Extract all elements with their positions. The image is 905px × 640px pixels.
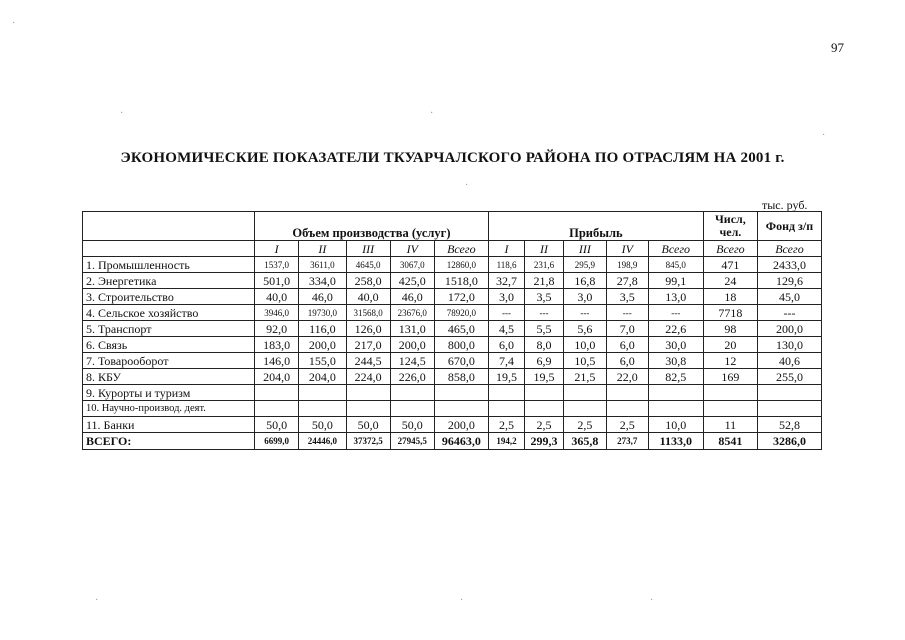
table-cell: [346, 385, 390, 401]
table-cell: 1537,0: [255, 257, 299, 273]
table-row: [83, 353, 822, 369]
table-cell: 3,5: [606, 289, 648, 305]
table-cell: 10,0: [648, 417, 703, 433]
table-row: [83, 417, 822, 433]
header-production: Объем производства (услуг): [255, 212, 489, 241]
table-cell: 12860,0: [434, 257, 488, 273]
table-cell: 11: [703, 417, 757, 433]
table-cell: 50,0: [390, 417, 434, 433]
scan-speck: ·: [822, 130, 826, 141]
scan-speck: ·: [120, 108, 124, 119]
header-profit-q3: III: [563, 241, 606, 257]
total-label: ВСЕГО:: [83, 433, 255, 450]
total-cell: 27945,5: [390, 433, 434, 450]
table-cell: 30,8: [648, 353, 703, 369]
table-cell: 3946,0: [255, 305, 299, 321]
header-row-groups: [83, 212, 822, 241]
table-row: [83, 321, 822, 337]
table-cell: ---: [606, 305, 648, 321]
table-cell: 31568,0: [346, 305, 390, 321]
table-cell: 21,5: [563, 369, 606, 385]
total-cell: 24446,0: [299, 433, 346, 450]
row-label: 9. Курорты и туризм: [83, 385, 255, 401]
table-cell: 23676,0: [390, 305, 434, 321]
table-cell: 32,7: [488, 273, 524, 289]
table-cell: 6,9: [525, 353, 564, 369]
table-cell: 1518,0: [434, 273, 488, 289]
total-cell: 1133,0: [648, 433, 703, 450]
table-cell: 30,0: [648, 337, 703, 353]
total-cell: 273,7: [606, 433, 648, 450]
table-cell: 126,0: [346, 321, 390, 337]
header-profit-q2: II: [525, 241, 564, 257]
table-row: [83, 337, 822, 353]
total-cell: 8541: [703, 433, 757, 450]
scan-speck: ·: [430, 108, 434, 119]
table-cell: 27,8: [606, 273, 648, 289]
table-cell: 52,8: [757, 417, 821, 433]
table-cell: 204,0: [255, 369, 299, 385]
table-cell: 46,0: [299, 289, 346, 305]
total-cell: 194,2: [488, 433, 524, 450]
total-cell: 365,8: [563, 433, 606, 450]
table-row: [83, 273, 822, 289]
header-production-q4: IV: [390, 241, 434, 257]
table-cell: 45,0: [757, 289, 821, 305]
table-cell: 50,0: [346, 417, 390, 433]
table-cell: [488, 401, 524, 417]
header-production-q1: I: [255, 241, 299, 257]
table-cell: 40,0: [255, 289, 299, 305]
table-cell: 18: [703, 289, 757, 305]
table-cell: 183,0: [255, 337, 299, 353]
table-cell: 155,0: [299, 353, 346, 369]
scan-speck: ·: [12, 18, 16, 29]
table-cell: 2,5: [525, 417, 564, 433]
table-cell: 13,0: [648, 289, 703, 305]
table-cell: 204,0: [299, 369, 346, 385]
table-cell: [703, 385, 757, 401]
table-cell: 3067,0: [390, 257, 434, 273]
table-cell: [703, 401, 757, 417]
table-cell: 3611,0: [299, 257, 346, 273]
row-label: 3. Строительство: [83, 289, 255, 305]
row-label: 6. Связь: [83, 337, 255, 353]
table-cell: 131,0: [390, 321, 434, 337]
row-label: 5. Транспорт: [83, 321, 255, 337]
table-cell: 10,0: [563, 337, 606, 353]
table-cell: 7,4: [488, 353, 524, 369]
table-cell: 200,0: [390, 337, 434, 353]
table-body: [83, 257, 822, 450]
economic-indicators-table: [82, 211, 822, 450]
header-profit-q4: IV: [606, 241, 648, 257]
table-cell: 425,0: [390, 273, 434, 289]
table-cell: 92,0: [255, 321, 299, 337]
table-cell: 82,5: [648, 369, 703, 385]
table-cell: [757, 401, 821, 417]
table-cell: 46,0: [390, 289, 434, 305]
table-cell: 198,9: [606, 257, 648, 273]
table-cell: 6,0: [606, 337, 648, 353]
table-cell: 465,0: [434, 321, 488, 337]
header-production-total: Всего: [434, 241, 488, 257]
table-cell: 19,5: [488, 369, 524, 385]
table-cell: 200,0: [757, 321, 821, 337]
table-cell: 6,0: [606, 353, 648, 369]
table-cell: 231,6: [525, 257, 564, 273]
total-cell: 37372,5: [346, 433, 390, 450]
table-cell: 4645,0: [346, 257, 390, 273]
table-cell: [390, 401, 434, 417]
table-cell: 20: [703, 337, 757, 353]
table-cell: 172,0: [434, 289, 488, 305]
table-cell: 19,5: [525, 369, 564, 385]
unit-label: тыс. руб.: [762, 198, 808, 212]
table-cell: 12: [703, 353, 757, 369]
header-production-q2: II: [299, 241, 346, 257]
table-cell: 19730,0: [299, 305, 346, 321]
table-cell: 334,0: [299, 273, 346, 289]
table-cell: [757, 385, 821, 401]
scan-speck: ·: [650, 595, 654, 606]
row-label: 2. Энергетика: [83, 273, 255, 289]
table-cell: 24: [703, 273, 757, 289]
total-cell: 6699,0: [255, 433, 299, 450]
table-cell: 217,0: [346, 337, 390, 353]
table-cell: 2,5: [606, 417, 648, 433]
table-cell: 471: [703, 257, 757, 273]
total-cell: 96463,0: [434, 433, 488, 450]
table-row: [83, 401, 822, 417]
table-cell: 4,5: [488, 321, 524, 337]
table-cell: 258,0: [346, 273, 390, 289]
header-production-q3: III: [346, 241, 390, 257]
table-cell: 16,8: [563, 273, 606, 289]
page-number: 97: [831, 40, 844, 55]
table-cell: ---: [563, 305, 606, 321]
table-cell: [346, 401, 390, 417]
table-cell: 146,0: [255, 353, 299, 369]
table-cell: 99,1: [648, 273, 703, 289]
row-label: 8. КБУ: [83, 369, 255, 385]
table-cell: 2,5: [563, 417, 606, 433]
document-title: ЭКОНОМИЧЕСКИЕ ПОКАЗАТЕЛИ ТКУАРЧАЛСКОГО РАЙОНА ПО ОТРАСЛЯМ НА 2001 г.: [120, 150, 785, 166]
table-cell: [434, 401, 488, 417]
table-cell: 845,0: [648, 257, 703, 273]
table-cell: 7718: [703, 305, 757, 321]
header-payroll: Фонд з/п: [757, 212, 821, 241]
table-row: [83, 385, 822, 401]
table-cell: 40,0: [346, 289, 390, 305]
table-cell: [563, 401, 606, 417]
table-cell: 670,0: [434, 353, 488, 369]
table-cell: 501,0: [255, 273, 299, 289]
table-cell: 8,0: [525, 337, 564, 353]
table-cell: [255, 385, 299, 401]
table-cell: [299, 385, 346, 401]
table-cell: 226,0: [390, 369, 434, 385]
table-cell: 3,0: [488, 289, 524, 305]
table-cell: 200,0: [434, 417, 488, 433]
table-cell: 124,5: [390, 353, 434, 369]
scan-speck: ·: [465, 180, 469, 191]
row-label: 7. Товарооборот: [83, 353, 255, 369]
table-cell: 50,0: [255, 417, 299, 433]
table-cell: 22,6: [648, 321, 703, 337]
table-cell: 6,0: [488, 337, 524, 353]
table-cell: ---: [648, 305, 703, 321]
header-empty-cell: [83, 212, 255, 241]
header-payroll-total: Всего: [757, 241, 821, 257]
header-employees-total: Всего: [703, 241, 757, 257]
table-cell: 244,5: [346, 353, 390, 369]
row-label: 10. Научно-производ. деят.: [83, 401, 255, 417]
table-cell: [606, 385, 648, 401]
header-row-periods: [83, 241, 822, 257]
table-cell: 295,9: [563, 257, 606, 273]
scan-speck: ·: [460, 595, 464, 606]
header-empty-cell: [83, 241, 255, 257]
header-profit-total: Всего: [648, 241, 703, 257]
table-cell: 858,0: [434, 369, 488, 385]
table-cell: [525, 401, 564, 417]
table-cell: 40,6: [757, 353, 821, 369]
table-cell: 7,0: [606, 321, 648, 337]
table-cell: 98: [703, 321, 757, 337]
table-cell: ---: [525, 305, 564, 321]
table-cell: 2433,0: [757, 257, 821, 273]
table-cell: 255,0: [757, 369, 821, 385]
table-cell: 224,0: [346, 369, 390, 385]
table-cell: 3,5: [525, 289, 564, 305]
table-cell: [525, 385, 564, 401]
table-cell: [390, 385, 434, 401]
table-row: [83, 369, 822, 385]
total-cell: 3286,0: [757, 433, 821, 450]
row-label: 11. Банки: [83, 417, 255, 433]
table-row: [83, 305, 822, 321]
table-cell: [648, 401, 703, 417]
table-cell: [488, 385, 524, 401]
table-cell: [648, 385, 703, 401]
table-cell: ---: [757, 305, 821, 321]
total-cell: 299,3: [525, 433, 564, 450]
header-profit-q1: I: [488, 241, 524, 257]
table-cell: [563, 385, 606, 401]
header-profit: Прибыль: [488, 212, 703, 241]
table-cell: [606, 401, 648, 417]
table-cell: ---: [488, 305, 524, 321]
row-label: 1. Промышленность: [83, 257, 255, 273]
table-cell: [299, 401, 346, 417]
table-cell: 3,0: [563, 289, 606, 305]
scan-speck: ·: [95, 595, 99, 606]
table-cell: 21,8: [525, 273, 564, 289]
table-cell: 116,0: [299, 321, 346, 337]
table-cell: 800,0: [434, 337, 488, 353]
table-cell: 200,0: [299, 337, 346, 353]
table-cell: 50,0: [299, 417, 346, 433]
table-cell: 5,5: [525, 321, 564, 337]
table-cell: [434, 385, 488, 401]
table-cell: 118,6: [488, 257, 524, 273]
table-row: [83, 289, 822, 305]
header-employees: Числ, чел.: [703, 212, 757, 241]
table-cell: 78920,0: [434, 305, 488, 321]
table-cell: 169: [703, 369, 757, 385]
row-label: 4. Сельское хозяйство: [83, 305, 255, 321]
table-cell: 129,6: [757, 273, 821, 289]
table-cell: 2,5: [488, 417, 524, 433]
table-row: [83, 257, 822, 273]
total-row: [83, 433, 822, 450]
table-cell: 22,0: [606, 369, 648, 385]
table-cell: [255, 401, 299, 417]
table-cell: 10,5: [563, 353, 606, 369]
table-cell: 130,0: [757, 337, 821, 353]
table-cell: 5,6: [563, 321, 606, 337]
